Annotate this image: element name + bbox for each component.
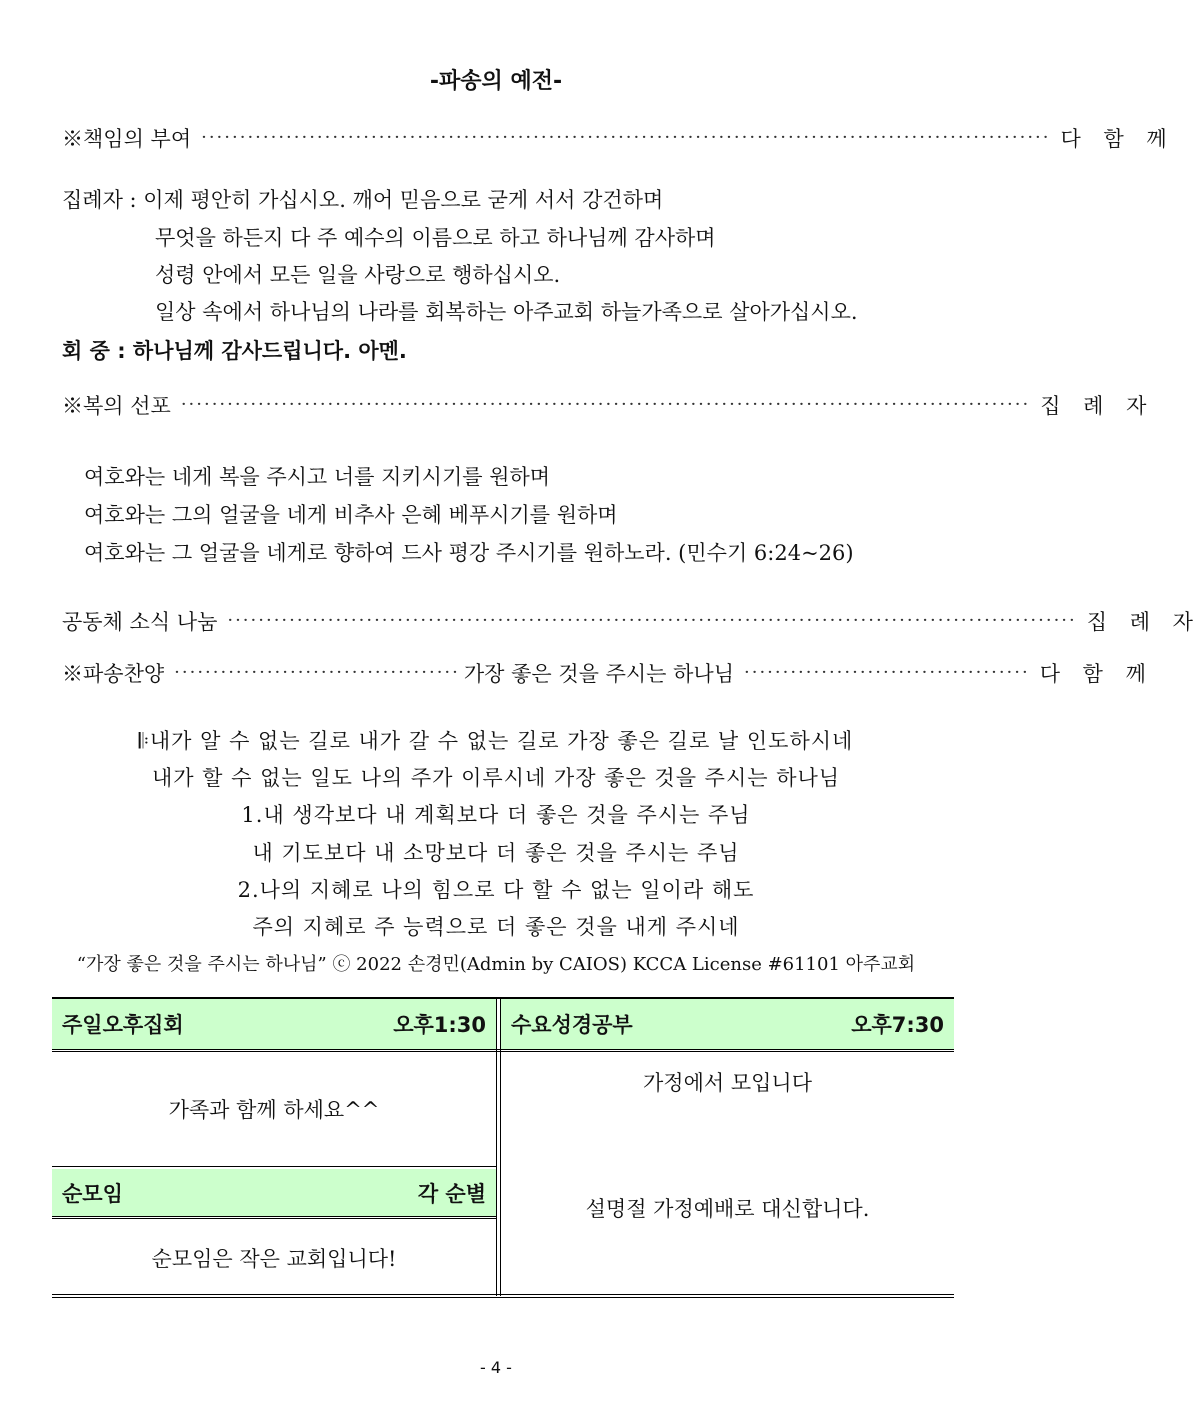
- sunday-meeting-time: 오후1:30: [393, 1013, 486, 1037]
- order-item-leader: 다 함 께: [1060, 127, 1175, 151]
- hymn-lyric-line: 𝄆내가 알 수 없는 길로 내가 갈 수 없는 길로 가장 좋은 길로 날 인도하시네: [138, 729, 854, 753]
- hymn-lyric-line: 2.나의 지혜로 나의 힘으로 다 할 수 없는 일이라 해도: [237, 878, 755, 902]
- order-item-label: ※책임의 부여: [62, 127, 192, 151]
- blessing-line: 여호와는 그 얼굴을 네게로 향하여 드사 평강 주시기를 원하노라. (민수기 6:24~26): [84, 541, 854, 565]
- column-divider: [496, 997, 501, 1296]
- order-item-hymn: [62, 658, 1154, 688]
- table-top-border: [52, 997, 954, 999]
- cell-group-note: 순모임은 작은 교회입니다!: [151, 1247, 397, 1271]
- order-item-blessing: [62, 390, 1155, 420]
- hymn-lyric-line: 주의 지혜로 주 능력으로 더 좋은 것을 내게 주시네: [252, 915, 740, 939]
- order-item-label: ※파송찬양: [62, 662, 165, 686]
- copyright-credit: “가장 좋은 것을 주시는 하나님” ⓒ 2022 손경민(Admin by CAIOS) KCCA License #61101 아주교회: [76, 954, 916, 975]
- charge-line: 무엇을 하든지 다 주 예수의 이름으로 하고 하나님께 감사하며: [155, 226, 716, 250]
- dot-leader: ··············································································································: [180, 394, 1031, 415]
- hymn-lyric-line: 내 기도보다 내 소망보다 더 좋은 것을 주시는 주님: [252, 841, 740, 865]
- page-title: -파송의 예전-: [429, 69, 563, 94]
- order-item-label: 공동체 소식 나눔: [62, 610, 218, 634]
- wednesday-meeting-time: 오후7:30: [851, 1013, 944, 1037]
- wednesday-note: 가정에서 모입니다: [643, 1071, 812, 1095]
- blessing-line: 여호와는 그의 얼굴을 네게 비추사 은혜 베푸시기를 원하며: [84, 503, 618, 527]
- order-item-news: [62, 606, 1201, 636]
- sunday-note: 가족과 함께 하세요^^: [168, 1098, 380, 1122]
- order-item-leader: 집 례 자: [1040, 394, 1155, 418]
- cell-group-name: 순모임: [62, 1182, 123, 1206]
- congregation-response: 회 중 : 하나님께 감사드립니다. 아멘.: [62, 339, 407, 363]
- row-divider: [52, 1166, 497, 1167]
- schedule-table: [52, 997, 954, 1299]
- wednesday-header: [501, 999, 954, 1049]
- sunday-meeting-name: 주일오후집회: [62, 1013, 184, 1037]
- blessing-line: 여호와는 네게 복을 주시고 너를 지키시기를 원하며: [84, 465, 551, 489]
- dot-leader: ··············································································································: [201, 127, 1051, 148]
- charge-line: 집례자 : 이제 평안히 가십시오. 깨어 믿음으로 굳게 서서 강건하며: [62, 188, 664, 212]
- cell-group-header: [52, 1169, 496, 1217]
- hymn-title: 가장 좋은 것을 주시는 하나님: [463, 662, 734, 686]
- wednesday-meeting-name: 수요성경공부: [511, 1013, 633, 1037]
- row-divider: [52, 1216, 497, 1219]
- sunday-header: [52, 999, 496, 1049]
- dot-leader: ·····································: [174, 662, 460, 683]
- hymn-lyric-line: 내가 할 수 없는 일도 나의 주가 이루시네 가장 좋은 것을 주시는 하나님: [151, 766, 841, 790]
- hymn-lyric-line: 1.내 생각보다 내 계획보다 더 좋은 것을 주시는 주님: [241, 803, 751, 827]
- order-item-leader: 다 함 께: [1039, 662, 1154, 686]
- cell-group-time: 각 순별: [417, 1182, 486, 1206]
- order-item-leader: 집 례 자: [1086, 610, 1201, 634]
- wednesday-note: 설명절 가정예배로 대신합니다.: [585, 1197, 870, 1221]
- dot-leader: ·····································: [744, 662, 1030, 683]
- page-number: - 4 -: [480, 1358, 512, 1377]
- charge-line: 성령 안에서 모든 일을 사랑으로 행하십시오.: [155, 263, 561, 287]
- table-bottom-border: [52, 1294, 954, 1298]
- dot-leader: ··············································································································: [227, 610, 1077, 631]
- order-item-charge: [62, 123, 1175, 153]
- header-divider: [52, 1049, 954, 1052]
- order-item-label: ※복의 선포: [62, 394, 171, 418]
- charge-line: 일상 속에서 하나님의 나라를 회복하는 아주교회 하늘가족으로 살아가십시오.: [155, 300, 858, 324]
